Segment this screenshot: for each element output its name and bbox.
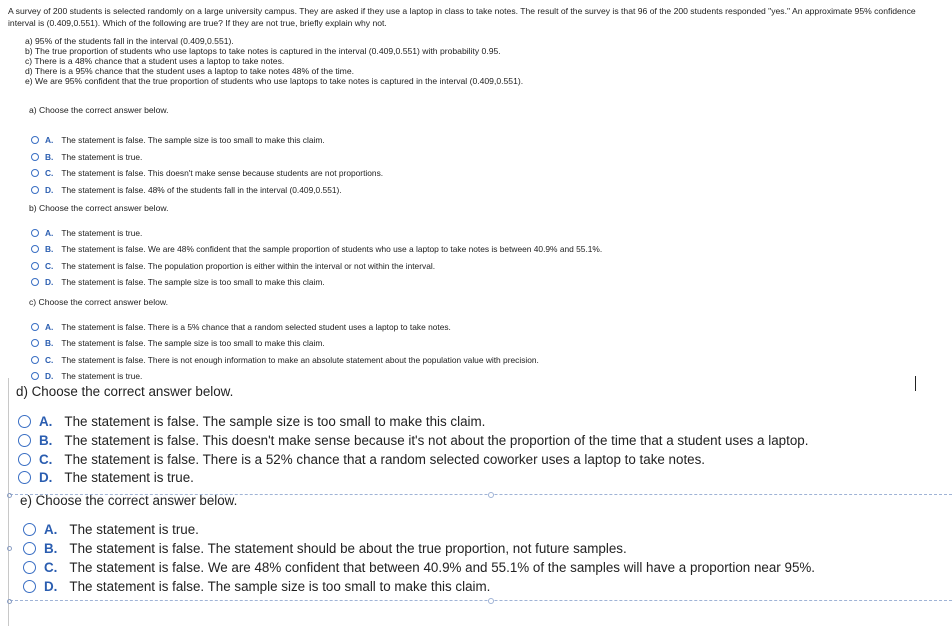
radio-icon[interactable]	[31, 372, 39, 380]
part-e-option-a[interactable]	[23, 520, 199, 538]
radio-icon[interactable]	[31, 278, 39, 286]
part-a-option-b[interactable]	[31, 151, 142, 163]
question-intro: A survey of 200 students is selected randomly on a large university campus. They are asked if they use a laptop in class to take notes. The result of the survey is that 96 of the 200 students responded "yes." An approximate 95% confidence interval is (0.409,0.551). Which of the following are true? If they are not true, briefly explain why not.	[8, 6, 916, 28]
option-text: The statement is false. We are 48% confident that the sample proportion of students who use a laptop to take notes is between 40.9% and 55.1%.	[61, 244, 603, 254]
option-letter: B.	[45, 244, 54, 254]
part-c-option-a[interactable]	[31, 321, 451, 333]
part-e-option-c[interactable]	[23, 558, 815, 576]
option-text: The statement is true.	[64, 469, 194, 485]
option-letter: B.	[45, 152, 54, 162]
left-border-line	[8, 378, 9, 626]
statements-list	[25, 36, 523, 86]
option-letter: C.	[44, 559, 58, 575]
part-d-option-b[interactable]	[18, 431, 808, 449]
option-letter: B.	[39, 432, 53, 448]
option-letter: A.	[39, 413, 53, 429]
option-text: The statement is false. The statement should be about the true proportion, not future samples.	[69, 540, 627, 556]
option-letter: B.	[44, 540, 58, 556]
part-d-option-a[interactable]	[18, 412, 485, 430]
part-a-option-a[interactable]	[31, 134, 325, 146]
option-letter: B.	[45, 338, 54, 348]
part-b-prompt: b) Choose the correct answer below.	[29, 203, 169, 213]
part-c-option-b[interactable]	[31, 337, 325, 349]
option-text: The statement is false. There is a 52% chance that a random selected coworker uses a laptop to take notes.	[64, 451, 706, 467]
selection-border-bottom	[10, 600, 952, 601]
option-letter: C.	[39, 451, 53, 467]
part-e-option-d[interactable]	[23, 577, 490, 595]
part-b-option-c[interactable]	[31, 260, 435, 272]
radio-icon[interactable]	[23, 523, 36, 536]
part-b-option-b[interactable]	[31, 243, 602, 255]
corner-handle[interactable]	[7, 599, 12, 604]
option-text: The statement is false. The sample size is too small to make this claim.	[61, 135, 325, 145]
part-d-option-d[interactable]	[18, 468, 194, 486]
radio-icon[interactable]	[31, 262, 39, 270]
option-letter: A.	[45, 228, 54, 238]
radio-icon[interactable]	[31, 153, 39, 161]
option-letter: C.	[45, 168, 54, 178]
option-letter: C.	[45, 261, 54, 271]
part-b-option-a[interactable]	[31, 227, 142, 239]
option-letter: D.	[45, 277, 54, 287]
radio-icon[interactable]	[18, 434, 31, 447]
part-c-option-c[interactable]	[31, 354, 539, 366]
option-letter: A.	[45, 135, 54, 145]
statement-e: e) We are 95% confident that the true proportion of students who use laptops to take notes is captured in the interval (0.409,0.551).	[25, 76, 524, 86]
option-text: The statement is false. The sample size is too small to make this claim.	[61, 338, 325, 348]
option-letter: C.	[45, 355, 54, 365]
part-e-option-b[interactable]	[23, 539, 627, 557]
option-text: The statement is false. The sample size is too small to make this claim.	[64, 413, 486, 429]
statement-c: c) There is a 48% chance that a student uses a laptop to take notes.	[25, 56, 285, 66]
option-text: The statement is false. This doesn't make sense because students are not proportions.	[61, 168, 384, 178]
option-letter: D.	[45, 371, 54, 381]
statement-a: a) 95% of the students fall in the interval (0.409,0.551).	[25, 36, 234, 46]
radio-icon[interactable]	[31, 229, 39, 237]
option-text: The statement is false. 48% of the students fall in the interval (0.409,0.551).	[61, 185, 342, 195]
option-text: The statement is false. The sample size is too small to make this claim.	[61, 277, 325, 287]
radio-icon[interactable]	[31, 339, 39, 347]
resize-handle[interactable]	[488, 492, 494, 498]
option-text: The statement is false. This doesn't make sense because it's not about the proportion of the time that a student uses a laptop.	[64, 432, 809, 448]
radio-icon[interactable]	[31, 136, 39, 144]
radio-icon[interactable]	[18, 471, 31, 484]
text-cursor	[915, 376, 916, 391]
option-text: The statement is false. There is a 5% chance that a random selected student uses a laptop to take notes.	[61, 322, 451, 332]
option-text: The statement is false. There is not enough information to make an absolute statement about the population value with precision.	[61, 355, 539, 365]
statement-b: b) The true proportion of students who use laptops to take notes is captured in the interval (0.409,0.551) with probability 0.95.	[25, 46, 501, 56]
option-text: The statement is true.	[61, 371, 143, 381]
radio-icon[interactable]	[23, 542, 36, 555]
part-a-prompt: a) Choose the correct answer below.	[29, 105, 169, 115]
side-handle[interactable]	[7, 546, 12, 551]
option-text: The statement is true.	[61, 228, 143, 238]
resize-handle[interactable]	[488, 598, 494, 604]
radio-icon[interactable]	[31, 186, 39, 194]
option-text: The statement is true.	[61, 152, 143, 162]
option-letter: D.	[45, 185, 54, 195]
radio-icon[interactable]	[31, 356, 39, 364]
part-e-prompt: e) Choose the correct answer below.	[20, 493, 238, 508]
statement-d: d) There is a 95% chance that the student uses a laptop to take notes 48% of the time.	[25, 66, 354, 76]
option-letter: A.	[45, 322, 54, 332]
radio-icon[interactable]	[31, 323, 39, 331]
radio-icon[interactable]	[31, 245, 39, 253]
option-letter: A.	[44, 521, 58, 537]
option-text: The statement is true.	[69, 521, 199, 537]
part-c-prompt: c) Choose the correct answer below.	[29, 297, 168, 307]
part-d-prompt: d) Choose the correct answer below.	[16, 384, 234, 399]
radio-icon[interactable]	[18, 415, 31, 428]
part-b-option-d[interactable]	[31, 276, 325, 288]
option-text: The statement is false. The population proportion is either within the interval or not within the interval.	[61, 261, 436, 271]
option-letter: D.	[39, 469, 53, 485]
option-letter: D.	[44, 578, 58, 594]
part-d-option-c[interactable]	[18, 450, 705, 468]
radio-icon[interactable]	[18, 453, 31, 466]
radio-icon[interactable]	[23, 561, 36, 574]
part-a-option-c[interactable]	[31, 167, 383, 179]
radio-icon[interactable]	[31, 169, 39, 177]
corner-handle[interactable]	[7, 493, 12, 498]
option-text: The statement is false. We are 48% confident that between 40.9% and 55.1% of the samples will have a proportion near 95%.	[69, 559, 816, 575]
radio-icon[interactable]	[23, 580, 36, 593]
part-a-option-d[interactable]	[31, 184, 342, 196]
option-text: The statement is false. The sample size is too small to make this claim.	[69, 578, 491, 594]
part-c-option-d[interactable]	[31, 370, 142, 382]
